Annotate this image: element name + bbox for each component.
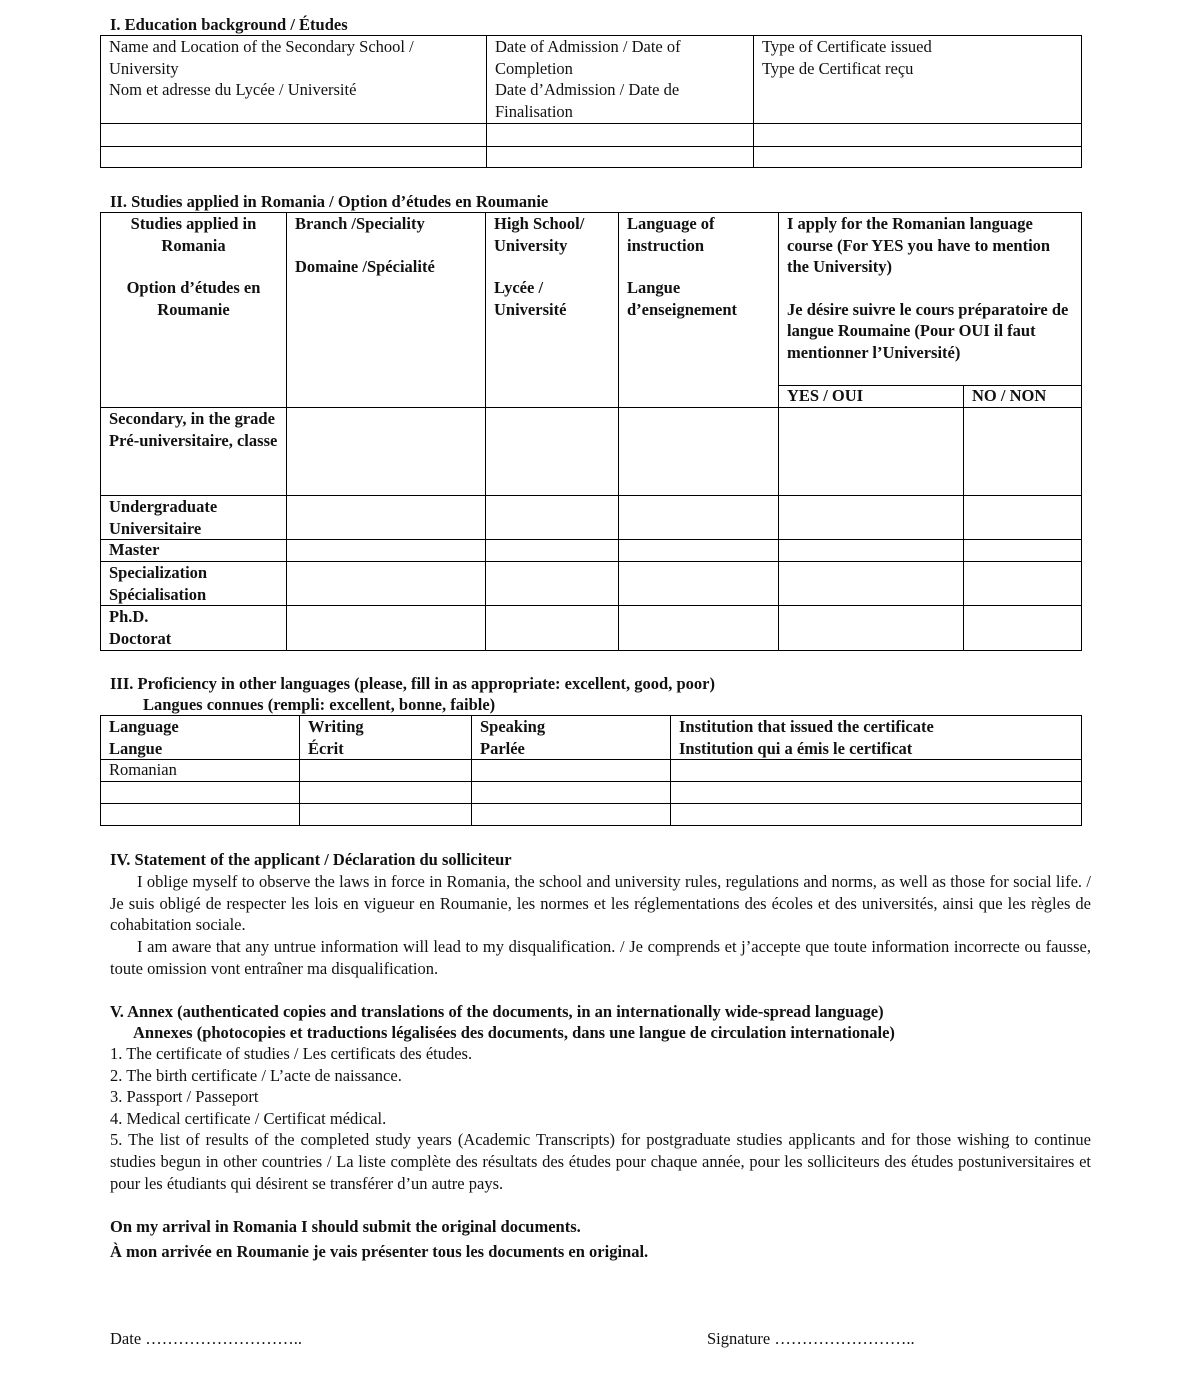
input-cell[interactable] — [300, 760, 472, 782]
row-label-en: Secondary, in the grade — [109, 409, 275, 428]
table-row — [101, 147, 1082, 168]
header-language — [101, 716, 300, 760]
input-cell[interactable] — [101, 782, 300, 804]
input-cell[interactable] — [619, 606, 779, 650]
input-cell[interactable] — [287, 496, 486, 540]
header-branch-fr: Domaine /Spécialité — [295, 256, 435, 276]
education-header-school — [101, 36, 487, 124]
input-cell[interactable] — [472, 782, 671, 804]
closing-line-fr: À mon arrivée en Roumanie je vais présenter tous les documents en original. — [110, 1242, 649, 1261]
section-2-title: II. Studies applied in Romania / Option d’études en Roumanie — [110, 192, 549, 211]
input-cell[interactable] — [779, 606, 964, 650]
header-yes: YES / OUI — [779, 386, 964, 408]
input-cell[interactable] — [671, 804, 1082, 826]
input-cell[interactable] — [472, 804, 671, 826]
row-label-phd — [101, 606, 287, 650]
header-speaking-en: Speaking — [480, 717, 546, 736]
section-5-title: V. Annex (authenticated copies and translations of the documents, in an internationally wide-spread language) — [110, 1002, 884, 1021]
input-cell[interactable] — [754, 147, 1082, 168]
input-cell[interactable] — [101, 804, 300, 826]
header-institution-fr: Institution qui a émis le certificat — [679, 738, 913, 758]
header-certificate-fr: Type de Certificat reçu — [762, 58, 914, 78]
input-cell[interactable] — [619, 540, 779, 562]
header-institution — [671, 716, 1082, 760]
section-4-title: IV. Statement of the applicant / Déclaration du solliciteur — [110, 850, 512, 869]
input-cell[interactable] — [486, 562, 619, 606]
input-cell[interactable] — [964, 606, 1082, 650]
input-cell[interactable] — [472, 760, 671, 782]
header-writing-en: Writing — [308, 717, 364, 736]
input-cell[interactable] — [300, 804, 472, 826]
input-cell[interactable] — [779, 496, 964, 540]
header-no: NO / NON — [964, 386, 1082, 408]
row-label-master — [101, 540, 287, 562]
input-cell[interactable] — [619, 496, 779, 540]
list-item: 1. The certificate of studies / Les certificats des études. — [110, 1044, 473, 1063]
studies-header-school — [486, 213, 619, 408]
row-label-fr: Doctorat — [109, 628, 172, 648]
row-label-secondary — [101, 408, 287, 496]
input-cell[interactable] — [671, 760, 1082, 782]
header-school-en: Name and Location of the Secondary School / University — [109, 37, 414, 78]
studies-table — [100, 212, 1082, 651]
studies-header-language — [619, 213, 779, 408]
input-cell[interactable] — [101, 147, 487, 168]
row-label-en: Specialization — [109, 563, 208, 583]
list-item: 3. Passport / Passeport — [110, 1087, 259, 1107]
header-option-fr: Option d’études en Roumanie — [126, 278, 261, 319]
header-dates-fr: Date d’Admission / Date de Finalisation — [495, 80, 680, 121]
table-row — [101, 562, 1082, 606]
table-row — [101, 782, 1082, 804]
input-cell[interactable] — [486, 496, 619, 540]
annex-list — [110, 1043, 1091, 1194]
input-cell[interactable] — [287, 408, 486, 496]
header-institution-en: Institution that issued the certificate — [679, 717, 934, 736]
row-label-fr: Spécialisation — [109, 584, 207, 604]
header-language-fr: Langue d’enseignement — [627, 278, 737, 319]
row-label-undergraduate — [101, 496, 287, 540]
header-certificate-en: Type of Certificate issued — [762, 37, 932, 56]
section-3-subtitle: Langues connues (rempli: excellent, bonne, faible) — [143, 695, 496, 714]
studies-header-option — [101, 213, 287, 408]
row-label-fr: Universitaire — [109, 518, 202, 538]
section-1-title: I. Education background / Études — [110, 15, 348, 34]
table-row — [101, 606, 1082, 650]
header-school-fr: Nom et adresse du Lycée / Université — [109, 80, 357, 100]
row-label-en: Master — [109, 540, 160, 560]
list-item: 2. The birth certificate / L’acte de naissance. — [110, 1065, 402, 1085]
section-3-title: III. Proficiency in other languages (please, fill in as appropriate: excellent, good, poor) — [110, 674, 715, 693]
input-cell[interactable] — [487, 124, 754, 147]
input-cell[interactable] — [964, 562, 1082, 606]
row-label-specialization — [101, 562, 287, 606]
input-cell[interactable] — [287, 606, 486, 650]
input-cell[interactable] — [287, 562, 486, 606]
row-label-en: Undergraduate — [109, 497, 218, 516]
header-dates-en: Date of Admission / Date of Completion — [495, 37, 681, 78]
input-cell[interactable] — [486, 606, 619, 650]
closing-line-en: On my arrival in Romania I should submit the original documents. — [110, 1217, 581, 1236]
header-course-en: I apply for the Romanian language course (For YES you have to mention the University) — [787, 214, 1051, 277]
header-option-en: Studies applied in Romania — [130, 214, 257, 255]
studies-header-romanian-course — [779, 213, 1082, 386]
language-romanian: Romanian — [101, 760, 300, 782]
row-label-en: Ph.D. — [109, 607, 149, 627]
row-label-fr: Pré-universitaire, classe — [109, 430, 278, 450]
input-cell[interactable] — [671, 782, 1082, 804]
input-cell[interactable] — [779, 408, 964, 496]
input-cell[interactable] — [779, 562, 964, 606]
section-5-subtitle: Annexes (photocopies et traductions légalisées des documents, dans une langue de circulation internationale) — [133, 1023, 895, 1042]
input-cell[interactable] — [300, 782, 472, 804]
education-header-dates — [487, 36, 754, 124]
table-row — [101, 760, 1082, 782]
list-item: 4. Medical certificate / Certificat médical. — [110, 1108, 387, 1128]
table-row — [101, 408, 1082, 496]
header-branch-en: Branch /Speciality — [295, 214, 425, 233]
statement-paragraph-2: I am aware that any untrue information will lead to my disqualification. / Je comprends et j’accepte que toute information incorrecte ou fausse, toute omission vont entraîner ma disqualification. — [110, 937, 1091, 978]
header-speaking — [472, 716, 671, 760]
table-row — [101, 540, 1082, 562]
education-header-certificate — [754, 36, 1082, 124]
header-school-fr: Lycée / Université — [494, 278, 567, 319]
input-cell[interactable] — [964, 408, 1082, 496]
header-language-en: Language of instruction — [627, 214, 715, 255]
input-cell[interactable] — [287, 540, 486, 562]
input-cell[interactable] — [964, 496, 1082, 540]
input-cell[interactable] — [779, 540, 964, 562]
input-cell[interactable] — [486, 408, 619, 496]
statement-paragraph-1: I oblige myself to observe the laws in force in Romania, the school and university rules, regulations and norms, as well as those for social life. / Je suis obligé de respecter les lois en vigueur en Roumanie, les normes et les réglementations des écoles et des universités, ainsi que les règles de cohabitation sociale. — [110, 872, 1091, 935]
input-cell[interactable] — [964, 540, 1082, 562]
input-cell[interactable] — [619, 408, 779, 496]
header-writing-fr: Écrit — [308, 738, 344, 758]
header-writing — [300, 716, 472, 760]
table-row — [101, 804, 1082, 826]
header-school-en: High School/ University — [494, 214, 585, 255]
input-cell[interactable] — [487, 147, 754, 168]
header-course-fr: Je désire suivre le cours préparatoire de langue Roumaine (Pour OUI il faut mentionner l’Université) — [787, 299, 1069, 362]
header-language-en: Language — [109, 717, 179, 736]
input-cell[interactable] — [754, 124, 1082, 147]
header-speaking-fr: Parlée — [480, 738, 525, 758]
input-cell[interactable] — [486, 540, 619, 562]
list-item: 5. The list of results of the completed study years (Academic Transcripts) for postgraduate studies applicants and for those wishing to continue studies begun in other countries / La liste complète des résultats des études pour chaque année, pour les solliciteurs des études postuniversitaires et pour les étudiants qui désirent se transférer d’un autre pays. — [110, 1130, 1091, 1193]
input-cell[interactable] — [101, 124, 487, 147]
table-row — [101, 496, 1082, 540]
table-row — [101, 124, 1082, 147]
header-language-fr: Langue — [109, 738, 163, 758]
date-field[interactable]: Date ……………………….. — [110, 1329, 303, 1348]
signature-field[interactable]: Signature …………………….. — [707, 1329, 915, 1348]
studies-header-branch — [287, 213, 486, 408]
education-table — [100, 35, 1082, 168]
input-cell[interactable] — [619, 562, 779, 606]
languages-table — [100, 715, 1082, 826]
